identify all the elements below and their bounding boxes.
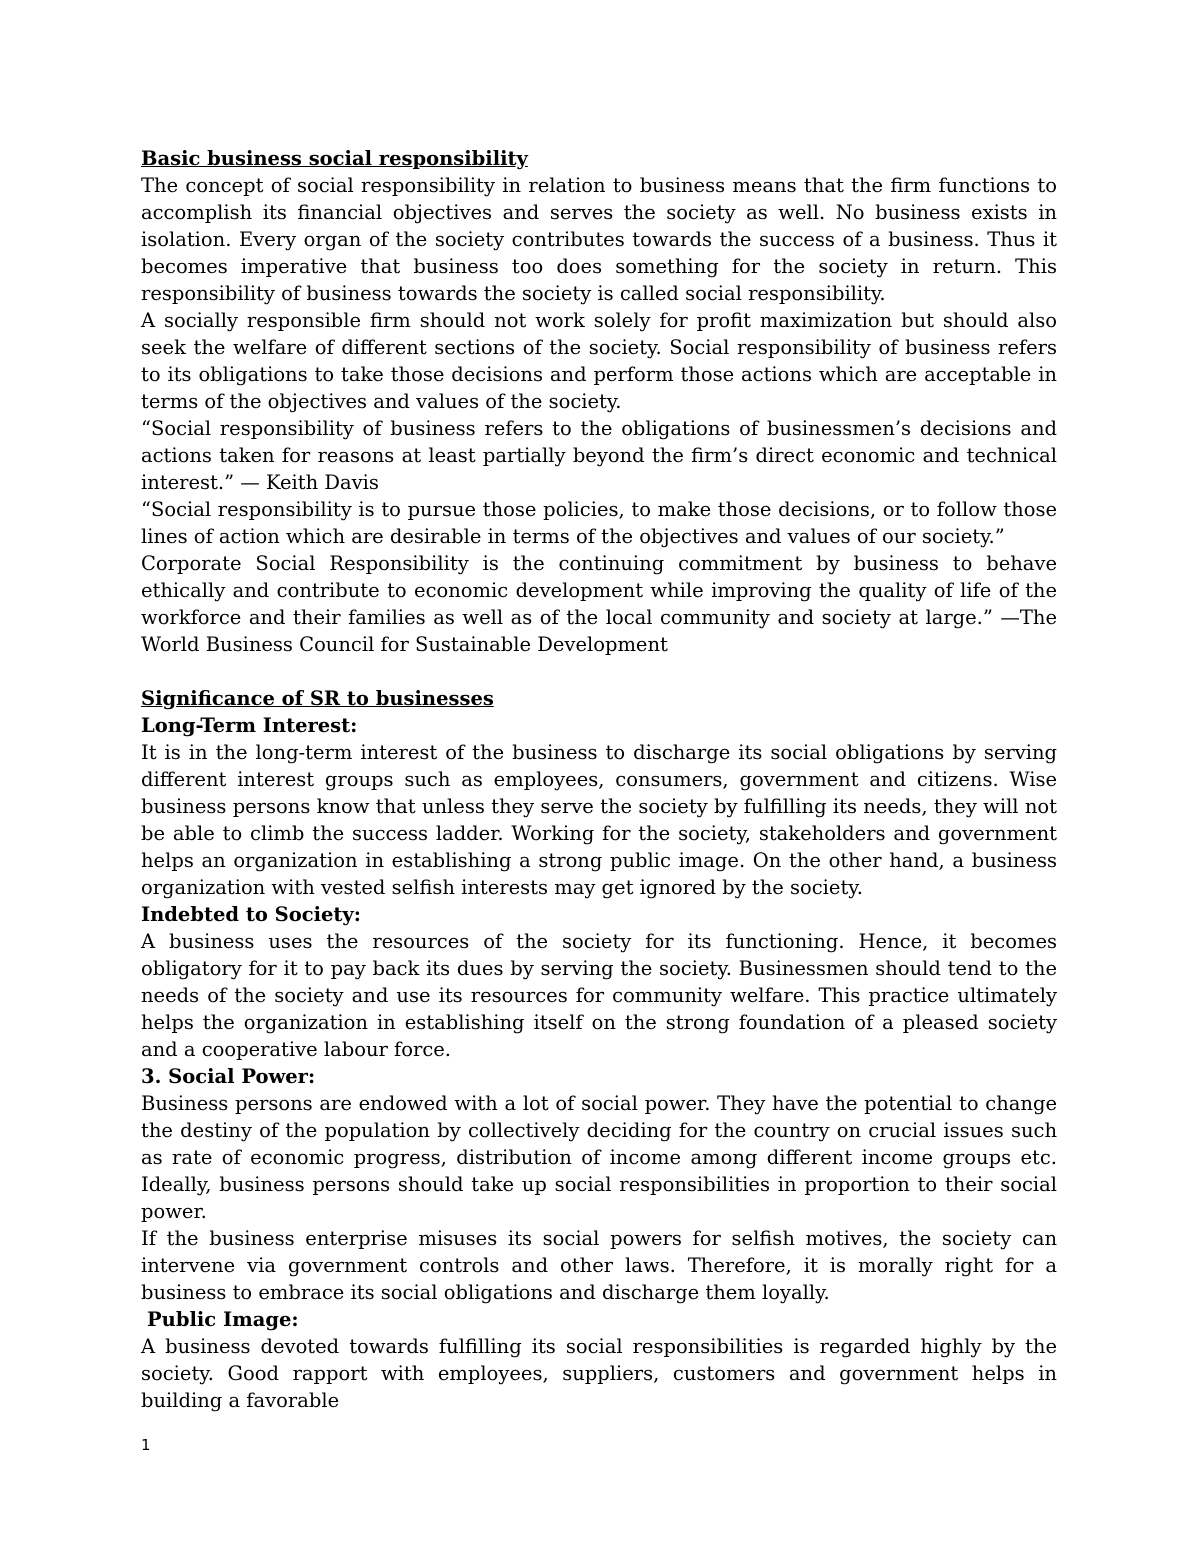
intro-paragraph-2: A socially responsible firm should not work solely for profit maximization but should also seek the welfare of different sections of the society. Social responsibility of business refers to its obligations to take those decisions and perform those actions which are acceptable in terms of the objectives and values of the society. [141, 309, 1057, 413]
paragraph-public-image: A business devoted towards fulfilling its social responsibilities is regarded highly by the society. Good rapport with employees, suppliers, customers and government helps in building a favorable [141, 1335, 1057, 1412]
subheading-social-power: 3. Social Power: [141, 1065, 316, 1088]
intro-paragraph-1: The concept of social responsibility in relation to business means that the firm functions to accomplish its financial objectives and serves the society as well. No business exists in isolation. Every organ of the society contributes towards the success of a business. Thus it becomes imperative that business too does something for the society in return. This responsibility of business towards the society is called social responsibility. [141, 174, 1057, 305]
subheading-long-term-interest: Long-Term Interest: [141, 714, 358, 737]
paragraph-social-power-2: If the business enterprise misuses its social powers for selfish motives, the society can intervene via government controls and other laws. Therefore, it is morally right for a business to embrace its social obligations and discharge them loyally. [141, 1227, 1057, 1304]
quote-wbcsd: Corporate Social Responsibility is the continuing commitment by business to behave ethically and contribute to economic development while improving the quality of life of the workforce and their families as well as of the local community and society at large.” —The World Business Council for Sustainable Development [141, 552, 1057, 656]
paragraph-indebted-to-society: A business uses the resources of the society for its functioning. Hence, it becomes obligatory for it to pay back its dues by serving the society. Businessmen should tend to the needs of the society and use its resources for community welfare. This practice ultimately helps the organization in establishing itself on the strong foundation of a pleased society and a cooperative labour force. [141, 930, 1057, 1061]
page-number: 1 [141, 1436, 151, 1454]
page-content [141, 145, 1057, 1414]
blank-line [141, 658, 1057, 685]
quote-keith-davis: “Social responsibility of business refers to the obligations of businessmen’s decisions and actions taken for reasons at least partially beyond the firm’s direct economic and technical interest.” — Keith Davis [141, 417, 1057, 494]
document-title: Basic business social responsibility [141, 147, 528, 170]
subheading-public-image: Public Image: [147, 1308, 299, 1331]
section-heading: Significance of SR to businesses [141, 687, 494, 710]
quote-society-values: “Social responsibility is to pursue those policies, to make those decisions, or to follow those lines of action which are desirable in terms of the objectives and values of our society.” [141, 498, 1057, 548]
paragraph-long-term-interest: It is in the long-term interest of the business to discharge its social obligations by serving different interest groups such as employees, consumers, government and citizens. Wise business persons know that unless they serve the society by fulfilling its needs, they will not be able to climb the success ladder. Working for the society, stakeholders and government helps an organization in establishing a strong public image. On the other hand, a business organization with vested selfish interests may get ignored by the society. [141, 741, 1057, 899]
subheading-indebted-to-society: Indebted to Society: [141, 903, 361, 926]
paragraph-social-power-1: Business persons are endowed with a lot of social power. They have the potential to change the destiny of the population by collectively deciding for the country on crucial issues such as rate of economic progress, distribution of income among different income groups etc. Ideally, business persons should take up social responsibilities in proportion to their social power. [141, 1092, 1057, 1223]
